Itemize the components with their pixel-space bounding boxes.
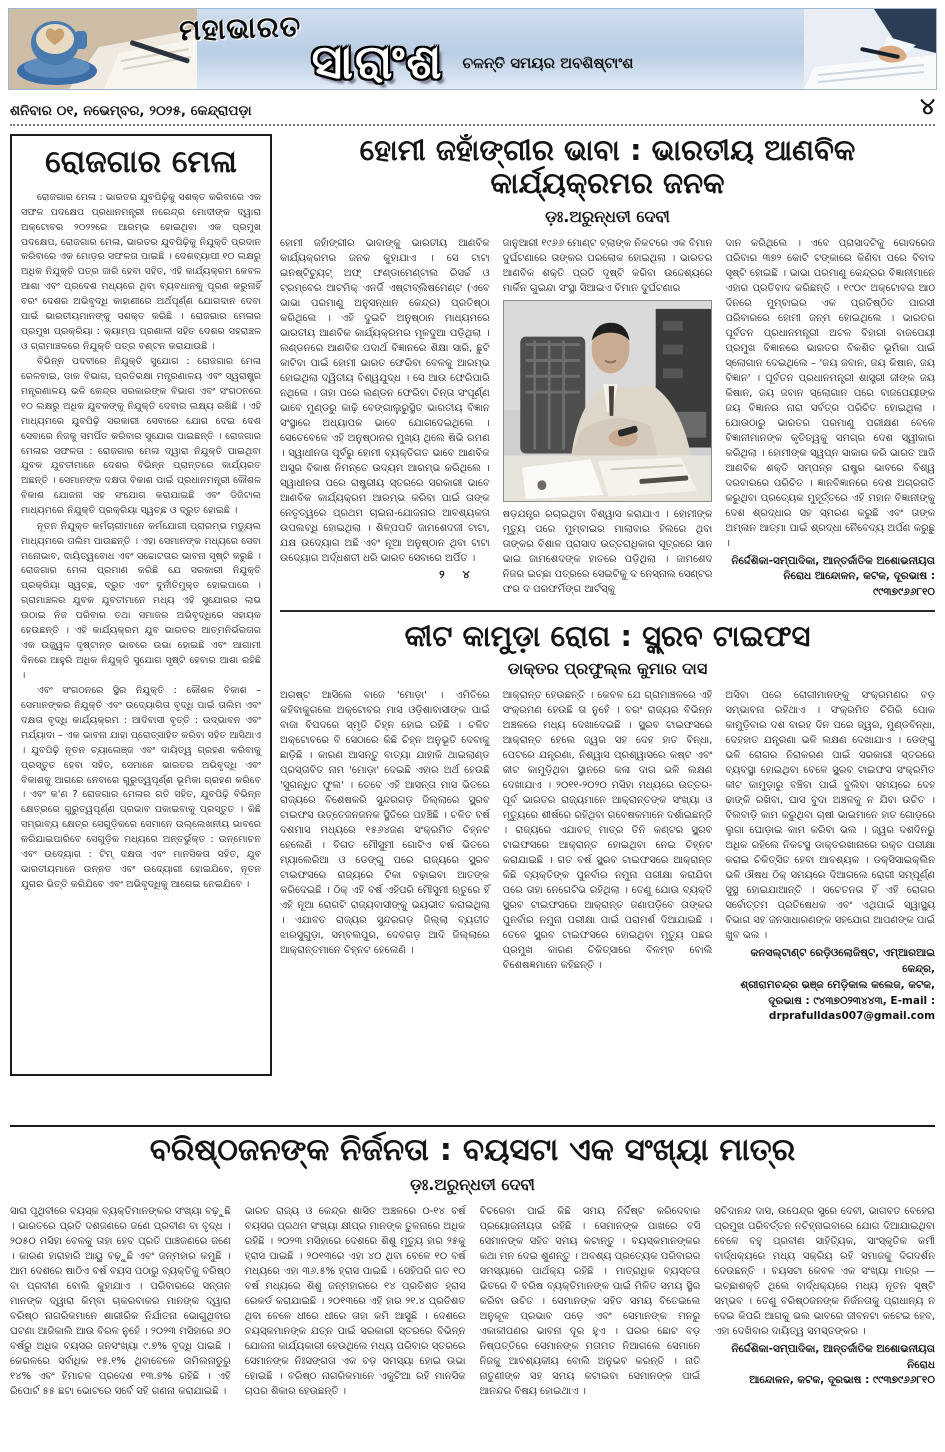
article-scrub-col2: ଆକ୍ରାନ୍ତ ହେଉଛନ୍ତି । କେବଳ ଯେ ଗ୍ରାମାଞ୍ଚଳରେ ଏହି ସଂକ୍ରମଣ ହେଉଛି ତା ନୁହେଁ । ବରଂ ରାଜ୍ୟର ବିଭିନ୍ନ ଅଞ୍ଚଳରେ ମଧ୍ୟ ଦେଖାଦେଇଛି । ସ୍କ୍ରବ ଟାଇଫସରେ ଆକ୍ରାନ୍ତ ହେଲେ ଜ୍ୱର ସହ ଦେହ ହାତ ବିନ୍ଧା, ପେଟରେ ଯନ୍ତ୍ରଣା, ନିଶ୍ୱାସ ପ୍ରଶ୍ୱାସରେ କଷ୍ଟ ଏବଂ କୀଟ କାମୁଡ଼ିଥିବା ସ୍ଥାନରେ କଳା ଦାଗ ଭଳି ଲକ୍ଷଣ ଦେଖାଯାଏ । ୨୦୧୧-୨୦୨୦ ମସିହା ମଧ୍ୟରେ ଉତ୍ତର-ପୂର୍ବ ଭାରତର ରାଜ୍ୟମାନେ ଆକ୍ରାନ୍ତଙ୍କ ସଂଖ୍ୟା ଓ ମୃତ୍ୟୁରେ ଶୀର୍ଷରେ ରହିଥିବା ଗବେଷକମାନେ ଦର୍ଶାଇଛନ୍ତି । ରାଜ୍ୟରେ ଏଯାବତ୍ ମାତ୍ର ତିନି କଣ୍ଟର ସ୍କ୍ରବ ଟାଇଫସରେ ଆକ୍ରାନ୍ତ ହୋଇଥିବା ନେଇ ଚିହ୍ନଟ କରାଯାଇଛି । ଗତ ବର୍ଷ ସ୍କ୍ରବ ଟାଇଫସରେ ଆକ୍ରାନ୍ତ କିଛି ବ୍ୟକ୍ତିଙ୍କ ପୁନର୍ବାର ନମୁନା ପରୀକ୍ଷା କରାଯିବା ପରେ ତାହା ନେଗେଟିଭ ରହିଥିଲା । ତେଣୁ ଯୋଉ ବ୍ୟକ୍ତି ସ୍କ୍ରବ ଟାଇଫସରେ ଆକ୍ରାନ୍ତ ଜଣାପଡ଼ିବେ ତାଙ୍କର ପୁନର୍ବାର ନମୁନା ପରୀକ୍ଷା ପାଇଁ ପରାମର୍ଶ ଦିଆଯାଇଛି । ତେବେ ସ୍କ୍ରବ ଟାଇଫସରେ ହୋଇଥିବା ମୃତ୍ୟୁ ପଛର ପ୍ରମୁଖ କାରଣ ଚିକିତ୍ସାରେ ବିଳମ୍ବ ବୋଲି ବିଶେଷଜ୍ଞମାନେ କହିଛନ୍ତି । xyxy=(502,690,713,972)
article-bhabha-col1: ହୋମୀ ଜହାଁଙ୍ଗୀର ଭାବାଙ୍କୁ ଭାରତୀୟ ଆଣବିକ କାର୍ଯ୍ୟକ୍ରମର ଜନକ କୁହାଯାଏ । ସେ ଟାଟା ଇନଷ୍ଟିଚ୍ୟୁଟ୍ ଅଫ୍ ଫଣ୍ଡାମେଣ୍ଟାଲ ରିସର୍ଚ୍ଚ ଓ ଟ୍ରମ୍ବେର ଆଟମିକ୍ ଏନର୍ଜି ଏଷ୍ଟାବ୍ଲିଷମେଣ୍ଟ (ଏବେ ଭାଭା ପରମାଣୁ ଅନୁସନ୍ଧାନ କେନ୍ଦ୍ର) ପ୍ରତିଷ୍ଠା କରିଥିଲେ । ଏହି ଦୁଇଟି ଅନୁଷ୍ଠାନ ମାଧ୍ୟମରେ ଭାରତୀୟ ଆଣବିକ କାର୍ଯ୍ୟକ୍ରମର ମୂଳଦୁଆ ପଡ଼ିଥିଲା । ଲଣ୍ଡନରେ ଆଣବିକ ପଦାର୍ଥ ବିଜ୍ଞାନରେ ଶିକ୍ଷା ସାରି, ଛୁଟି କାଟିବା ପାଇଁ ହୋମୀ ଭାରତ ଫେରିବା ବେଳକୁ ଆରମ୍ଭ ହୋଇଥିଲା ଦ୍ୱିତୀୟ ବିଶ୍ୱଯୁଦ୍ଧ । ସେ ଆଉ ଫେରିପାରି ନଥିଲେ । ତାହା ପରେ ଲଣ୍ଡନ ଫେରିବା ଚିନ୍ତା ସଂପୂର୍ଣ୍ଣ ଭାବେ ମୁଣ୍ଡରୁ କାଢ଼ି ବେଙ୍ଗାଲୁରୁସ୍ଥିତ ଭାରତୀୟ ବିଜ୍ଞାନ ସଂସ୍ଥାରେ ଅଧ୍ୟାପକ ଭାବେ ଯୋଗଦେଇଥିଲେ । ସେତେବେଳେ ଏହି ଅନୁଷ୍ଠାନର ମୁଖ୍ୟ ଥିଲେ ଷିଭି ରମଣ । ସ୍ୱାଧୀନତା ପୂର୍ବରୁ ହୋମୀ ବ୍ୟକ୍ତିଗତ ଭାବେ ଆଣବିକ ଅସ୍ତ୍ର ବିକାଶ ନିମନ୍ତେ ଉଦ୍ୟମ ଆରମ୍ଭ କରିଥିଲେ । ସ୍ୱାଧୀନତା ପରେ ରାଷ୍ଟ୍ରୀୟ ସ୍ତରରେ ସରକାରୀ ଭାବେ ଆଣବିକ କାର୍ଯ୍ୟକ୍ରମ ଆରମ୍ଭ କରିବା ପାଇଁ ତାଙ୍କ ନେତୃତ୍ୱରେ ପ୍ରଥମ ଚାଇନା-ଯୋଜନାର ଆବଶ୍ୟକତା ଉପଲବ୍ଧି ହୋଇଥିଲା । ଶିଳ୍ପପତି ଜାମଶେଦଜୀ ଟାଟା, ଯକ୍ଷ ଉଦ୍ୟୋଗ ଅଛି ଏବଂ ନୂଆ ଅନୁଷ୍ଠାନ ଥିବା ଟାଟା ଉଦ୍ୟୋଗ ଅର୍ଦ୍ଧଶତୀ ଧରି ଭାରତ ସେବାରେ ଅର୍ପିତ । ୨ ୪ xyxy=(280,237,490,581)
article-seniors-headline: ବରିଷ୍ଠଜନଙ୍କ ନିର୍ଜନତା : ବୟସଟା ଏକ ସଂଖ୍ୟା ମାତ୍ର xyxy=(149,1132,796,1169)
article-bhabha-byline: ଡ଼ଃ.ଅରୁନ୍ଧତୀ ଦେବୀ xyxy=(545,206,670,226)
section-title: ସାରାଂଶ xyxy=(311,35,444,90)
article-scrub-body xyxy=(280,688,935,1116)
article-rojgar-mela xyxy=(10,134,272,1076)
writing-hand-photo xyxy=(804,9,936,89)
article-bhabha-col2: ଜାନୁଆରୀ ୧୯୬୬ ମୋଣ୍ଟ ବ୍ଲାଙ୍କ ନିକଟରେ ଏକ ବିମାନ ଦୁର୍ଘଟଣାରେ ତାଙ୍କର ପରଲୋକ ହୋଇଥିଲା । ଭାରତର ଆଣବିକ ଶକ୍ତି ପ୍ରତି ଦୃଷ୍ଟି କରିବା ଉଦ୍ଦେଶ୍ୟରେ ମାର୍କିନ ଗୁଇନ୍ଦା ସଂସ୍ଥା ସିଆଇଏ ବିମାନ ଦୁର୍ଘଟଣାର ଷଡ଼ଯନ୍ତ୍ର ରଚାଇଥିବା ବିଶ୍ୱାସ କରାଯାଏ । ହୋମୀଙ୍କ ମୃତ୍ୟୁ ପରେ ମୁମ୍ବାଇର ମାଲାବାର ହିଲରେ ଥିବା ତାଙ୍କର ବିଶାଳ ପ୍ରାସାଦ ଉତ୍ତରାଧିକାର ସୂତ୍ରରେ ସାନ ଭାଇ ଜାମଶେଦଙ୍କ ହାତରେ ପଡ଼ିଥିଲା । ଜାମଶେଦ ନିଜର ଇଚ୍ଛା ପତ୍ରରେ ସେଇଟିକୁ ଦ ନେସ୍ନାଲ ସେଣ୍ଟର ଫର ଦ ପରଫର୍ମିଙ୍ଗ ଆର୍ଟସ୍କୁ xyxy=(502,237,713,595)
article-seniors-contact: ନିର୍ଦ୍ଦେଶିକା-ସମ୍ପାଦିକା, ଆନ୍ତର୍ଜାତିକ ଅଶୋଭନୀୟତା ନିରୋଧ ଆନ୍ଦୋଳନ, କଟକ, ଦୂରଭାଷ : ୯୯୩୭୯୬୬୮୧୦ xyxy=(731,1342,935,1387)
section-title-wrap xyxy=(9,35,936,90)
article-bhabha-col3: ଦାନ କରିଥିଲେ । ଏବେ ପ୍ରାସାଦଟିକୁ ଗୋଦରେଜ ପରିବାର ୩୭୨ କୋଟି ଟଙ୍କାରେ କିଣିବା ପରେ ବିବାଦ ସୃଷ୍ଟି ହୋଇଛି । ଭାଭା ପରମାଣୁ କେନ୍ଦ୍ରର ବିଜ୍ଞାନୀମାନେ ଏହାର ପ୍ରତିବାଦ କରିଛନ୍ତି । ୧୯୦୯ ଅକ୍ଟୋବର ଆଠ ଦିନରେ ମୁମ୍ବାଇର ଏକ ପ୍ରତିଷ୍ଠିତ ପାରସୀ ପରିବାରରେ ହୋମୀ ଜନ୍ମ ହୋଇଥିଲେ । ଭାରତର ପୂର୍ବତନ ପ୍ରଧାନମନ୍ତ୍ରୀ ଅଟଳ ବିହାରୀ ବାଜପେୟୀ ପ୍ରମୁଖ ବିଜ୍ଞାନରେ ଭାରତର ବିକଶିତ ଭୂମିକା ପାଇଁ ସ୍ଲୋଗାନ ଦେଇଥିଲେ – 'ଜୟ ଜବାନ, ଜୟ କିଷାନ, ଜୟ ବିଜ୍ଞାନ' । ପୂର୍ବତନ ପ୍ରଧାନମନ୍ତ୍ରୀ ଶାସ୍ତ୍ରୀ ଜୀଙ୍କ ଜୟ କିଷାନ, ଜୟ ଜବାନ ସ୍ଲୋଗାନ ପରେ ବାଜପେୟୀଙ୍କ ଜୟ ବିଜ୍ଞାନର ନାରା ସର୍ବତ୍ର ପରିଚିତ ହୋଇଥିଲା । ଯୋଉଠାରୁ ଭାରତର ପରମାଣୁ ପରୀକ୍ଷଣ ବେଳେ ବିଜ୍ଞାନୀମାନଙ୍କ କୃତିତ୍ୱକୁ ସମଗ୍ର ଦେଶ ସ୍ୱୀକାର କରିଥିଲା । ହୋମୀଙ୍କ ସ୍ୱପ୍ନ ସାକାର କରି ଭାରତ ଆଜି ଆଣବିକ ଶକ୍ତି ସମ୍ପନ୍ନ ରାଷ୍ଟ୍ର ଭାବରେ ବିଶ୍ୱ ଦରବାରରେ ପରିଚିତ । ଜ୍ଞାନବିଜ୍ଞାନରେ ଦେଶ ଅଗ୍ରଗତି କରୁଥିବା ପ୍ରତ୍ୟେକ ମୁହୂର୍ତ୍ତରେ ଏହି ମହାନ ବିଜ୍ଞାନୀଙ୍କୁ ଦେଶ ଶ୍ରଦ୍ଧାର ସହ ସ୍ମରଣ କରୁଛି ଏବଂ ତାଙ୍କ ଅମ୍ଳାନ ଆତ୍ମା ପାଇଁ ଶ୍ରଦ୍ଧା ନୈବେଦ୍ୟ ଅର୍ପଣ କରୁଛୁ । ନିର୍ଦ୍ଦେଶିକା-ସମ୍ପାଦିକା, ଆନ୍ତର୍ଜାତିକ ଅଶୋଭନୀୟତା ନିରୋଧ ଆନ୍ଦୋଳନ, କଟକ, ଦୂରଭାଷ : ୯୯୩୭୯୬୬୮୧୦ xyxy=(725,236,935,601)
dateline-row xyxy=(10,96,935,126)
box-article-body: ରୋଜଗାର ମେଳା : ଭାରତର ଯୁବପିଢ଼ିକୁ ସଶକ୍ତ କରିବାରେ ଏକ ସଫଳ ପଦକ୍ଷେପ ପ୍ରଧାନମନ୍ତ୍ରୀ ନରେନ୍ଦ୍ର ମୋଦୀଙ୍କ ଦ୍ୱାରା ଅକ୍ଟୋବର ୨୦୨୨ରେ ଆରମ୍ଭ ହୋଇଥିବା ଏକ ପ୍ରମୁଖ ପଦକ୍ଷେପ, ରୋଜଗାର ମେଳା, ଭାରତର ଯୁବପିଢ଼ିକୁ ନିଯୁକ୍ତି ପ୍ରଦାନ କରିବାରେ ଏକ ମୋଡ଼ର ସଫଳତା ପାଇଛି । ଦେଶବ୍ୟାପୀ ୧୦ ଲକ୍ଷରୁ ଅଧିକ ନିଯୁକ୍ତି ପତ୍ର ଜାରି ହେବା ସହିତ, ଏହି କାର୍ଯ୍ୟକ୍ରମ କେବଳ ଆଶା ଏବଂ ପ୍ରଦେଶ ମଧ୍ୟରେ ଥିବା ବ୍ୟବଧାନକୁ ପୂରଣ କରୁନାହିଁ ବରଂ ଦେଶର ଅଭିବୃଦ୍ଧି କାହାଣୀରେ ଅର୍ଥପୂର୍ଣ୍ଣ ଯୋଗଦାନ ଦେବା ପାଇଁ ଭାରତୀୟମାନଙ୍କୁ ସଶକ୍ତ କରିଛି । ରୋଜଗାର ମେଳାର ପ୍ରମୁଖ ପ୍ରକ୍ରିୟା : କ୍ୟାମ୍ପ ପ୍ରଣାଳୀ ସହିତ ଦେଶର ସହରାଞ୍ଚଳ ଓ ଗ୍ରାମାଞ୍ଚଳରେ ନିଯୁକ୍ତି ପତ୍ର ବଣ୍ଟନ କରାଯାଉଛି । ବିଭିନ୍ନ ପଦବୀରେ ନିଯୁକ୍ତି ସୁଯୋଗ : ରୋଜଗାର ମେଳା ରେଳବାଇ, ଡାକ ବିଭାଗ, ପ୍ରତିରକ୍ଷା ମନ୍ତ୍ରଣାଳୟ ଏବଂ ସ୍ୱରାଷ୍ଟ୍ର ମନ୍ତ୍ରଣାଳୟ ଭଳି କେନ୍ଦ୍ର ସରକାରଙ୍କ ବିଭାଗ ଏବଂ ସଂଗଠନରେ ୧୦ ଲକ୍ଷରୁ ଅଧିକ ଯୁବକଙ୍କୁ ନିଯୁକ୍ତି ଦେବାର ଲକ୍ଷ୍ୟ ରଖିଛି । ଏହି ମାଧ୍ୟମରେ ଯୁବପିଢ଼ି ସରକାରୀ ସେବାରେ ଯୋଗ ଦେଇ ଦେଶ ସେବାରେ ନିଜକୁ ସମର୍ପିତ କରିବାର ସୁଯୋଗ ପାଇଛନ୍ତି । ରୋଜଗାର ମେଳାର ସଫଳତା : ରୋଜଗାର ମେଳା ଦ୍ୱାରା ନିଯୁକ୍ତି ପାଇଥିବା ଯୁବକ ଯୁବତୀମାନେ ଦେଶର ବିଭିନ୍ନ ପ୍ରାନ୍ତରେ କାର୍ଯ୍ୟରତ ଅଛନ୍ତି । ସେମାନଙ୍କ ଦକ୍ଷତା ବିକାଶ ପାଇଁ ପ୍ରଧାନମନ୍ତ୍ରୀ କୌଶଳ ବିକାଶ ଯୋଜନା ସହ ସଂଯୋଗ କରାଯାଇଛି ଏବଂ ଡିଜିଟାଲ ମାଧ୍ୟମରେ ନିଯୁକ୍ତି ପ୍ରକ୍ରିୟା ସ୍ୱଚ୍ଛ ଓ ଦ୍ରୁତ ହୋଇଛି । ନୂତନ ନିଯୁକ୍ତ କର୍ମଚାରୀମାନେ କର୍ମଯୋଗୀ ପ୍ରାରମ୍ଭ ମଡ୍ୟୁଲ ମାଧ୍ୟମରେ ତାଲିମ ପାଉଛନ୍ତି । ଏହା ସେମାନଙ୍କ ମଧ୍ୟରେ ସେବା ମନୋଭାବ, ଦାୟିତ୍ୱବୋଧ ଏବଂ ସଚ୍ଚୋଟତାର ଭାବନା ସୃଷ୍ଟି କରୁଛି । ରୋଜଗାର ମେଳା ପ୍ରମାଣ କରିଛି ଯେ ସରକାରୀ ନିଯୁକ୍ତି ପ୍ରକ୍ରିୟା ସ୍ୱଚ୍ଛ, ଦ୍ରୁତ ଏବଂ ଦୁର୍ନୀତିମୁକ୍ତ ହୋଇପାରେ । ଗ୍ରାମାଞ୍ଚଳର ଯୁବକ ଯୁବତୀମାନେ ମଧ୍ୟ ଏହି ସୁଯୋଗର ଲାଭ ଉଠାଇ ନିଜ ପରିବାର ତଥା ସମାଜର ଅଭିବୃଦ୍ଧିରେ ସହାୟକ ହେଉଛନ୍ତି । ଏହି କାର୍ଯ୍ୟକ୍ରମ ଯୁବ ଭାରତର ଆତ୍ମନିର୍ଭରତାର ଏକ ଉଜ୍ଜ୍ୱଳ ଦୃଷ୍ଟାନ୍ତ ଭାବରେ ଉଭା ହୋଇଛି ଏବଂ ଆଗାମୀ ଦିନରେ ଆହୁରି ଅଧିକ ନିଯୁକ୍ତି ସୁଯୋଗ ସୃଷ୍ଟି ହେବାର ଆଶା ରହିଛି । ଏବଂ ସଂଗଠନରେ ସ୍ଥିର ନିଯୁକ୍ତି : କୌଶଳ ବିକାଶ – ସେମାନଙ୍କର ନିଯୁକ୍ତି ଏବଂ ଉଦ୍ୟୋଗିତା ବୃଦ୍ଧି ପାଇଁ ତାଲିମ ଏବଂ ଦକ୍ଷତା ବୃଦ୍ଧି କାର୍ଯ୍ୟକ୍ରମ : ଆଦିବାସୀ ବୃତ୍ତି : ଉଦ୍ଭାବନ ଏବଂ ମର୍ଯ୍ୟାଦା – ଏକ ଭାବନା ଯାହା ପ୍ରୋତ୍ସାହିତ କରିବା ସହିତ ଆସିଥାଏ । ଯୁବପିଢ଼ି ନୂତନ ଚ୍ୟାଲେଞ୍ଜ ଏବଂ ଦାୟିତ୍ୱ ଗ୍ରହଣ କରିବାକୁ ପ୍ରସ୍ତୁତ ହେବା ସହିତ, ସେମାନେ ଭାରତର ଅଭିବୃଦ୍ଧି ଏବଂ ବିକାଶକୁ ଆଗରେ ନେବାରେ ଗୁରୁତ୍ୱପୂର୍ଣ୍ଣ ଭୂମିକା ଗ୍ରହଣ କରିବେ । ଏବଂ କ'ଣ ? ରୋଜଗାର ମେଳାର ଗତି ସହିତ, ଯୁବପିଢ଼ି ବିଭିନ୍ନ କ୍ଷେତ୍ରରେ ଗୁରୁତ୍ୱପୂର୍ଣ୍ଣ ପ୍ରଭାବ ପକାଇବାକୁ ପ୍ରସ୍ତୁତ । କିଛି ସମ୍ଭାବ୍ୟ କ୍ଷେତ୍ର ସେଗୁଡ଼ିକରେ ସେମାନେ ଉଲ୍ଲେଖନୀୟ ଭାବରେ କରିଯାଇପାରିବେ ସେଗୁଡ଼ିକ ମଧ୍ୟରେ ଅନ୍ତର୍ଭୁକ୍ତ : ଉନ୍ମୋଚନ ଏବଂ ଉଦ୍ୟୋଗ : ଟିମ୍ ଦକ୍ଷତା ଏବଂ ମାନସିକତା ସହିତ, ଯୁବ ଭାରତୀୟମାନେ ଉନ୍ନତ ଏବଂ ଉଦ୍ୟୋଗୀ ହୋଇଯିବେ, ନୂତନ ଯୁଗର ଭିତ୍ତି କରିଯିବେ ଏବଂ ଅଭିବୃଦ୍ଧିକୁ ଆଗେଇ ନେଇଯିବେ । xyxy=(21,192,261,890)
article-divider xyxy=(280,610,935,612)
article-bhabha xyxy=(280,134,935,601)
article-scrub-byline: ଡାକ୍ତର ପ୍ରଫୁଲ୍ଲ କୁମାର ଦାସ xyxy=(507,659,708,679)
page-number: ୪ xyxy=(920,94,935,120)
article-bhabha-contact: ନିର୍ଦ୍ଦେଶିକା-ସମ୍ପାଦିକା, ଆନ୍ତର୍ଜାତିକ ଅଶୋଭନୀୟତା ନିରୋଧ ଆନ୍ଦୋଳନ, କଟକ, ଦୂରଭାଷ : ୯୯୩୭୯୬୬୮୧୦ xyxy=(731,554,935,599)
article-seniors xyxy=(10,1133,935,1399)
section-divider xyxy=(10,1125,935,1127)
article-bhabha-body xyxy=(280,236,935,601)
article-scrub-headline: କୀଟ କାମୁଡ଼ା ରୋଗ : ସ୍କ୍ରବ ଟାଇଫସ xyxy=(404,618,811,653)
dateline: ଶନିବାର ୦୧, ନଭେମ୍ବର, ୨୦୨୫, କେନ୍ଦ୍ରାପଡ଼ା xyxy=(10,103,252,119)
article-seniors-col2: ଭାରତ ରାଜ୍ୟ ଓ କେନ୍ଦ୍ର ଶାସିତ ଅଞ୍ଚଳରେ ୦-୧୪ ବର୍ଷ ବୟସର ପ୍ରଥମ ସଂଖ୍ୟା କ୍ଷୀପ୍ର ମାନଙ୍କ ତୁଳନାରେ ଅଧିକ ରହିଛି । ୨୦୨୩ ମସିହାରେ ଦେଶରେ ଶିଶୁ ମୃତ୍ୟୁ ହାର ୨୫କୁ ହ୍ରାସ ପାଇଛି । ୨୦୧୩ରେ ଏହା ୪୦ ଥିବା ବେଳେ ୧୦ ବର୍ଷ ମଧ୍ୟରେ ଏହା ୩୬.୫% ହ୍ରାସ ପାଇଛି । ସେହିପରି ଗତ ୧୦ ବର୍ଷ ମଧ୍ୟରେ ଶିଶୁ ଜନ୍ମହାରରେ ୧୪ ପ୍ରତିଶତ ହ୍ରାସ ରେକର୍ଡ କରାଯାଇଛି । ୨୦୧୩ରେ ଏହି ହାର ୨୧.୪ ପ୍ରତିଶତ ଥିବା ବେଳେ ଧୀରେ ଧୀରେ ତାହା କମି ଆସୁଛି । ଦେଶରେ ବୟସ୍କମାନଙ୍କ ଯତ୍ନ ପାଇଁ ସରକାରୀ ସ୍ତରରେ ବିଭିନ୍ନ ଯୋଜନା କାର୍ଯ୍ୟକାରୀ ହେଉଥିଲେ ମଧ୍ୟ ପରିବାର ସ୍ତରରେ ସେମାନଙ୍କ ନିଃସଙ୍ଗତା ଏକ ବଡ଼ ସମସ୍ୟା ହୋଇ ଉଭା ହୋଇଛି । ବରିଷ୍ଠ ନାଗରିକମାନେ ଏକୁଟିଆ ରହି ମାନସିକ ଚାପର ଶିକାର ହେଉଛନ୍ତି । xyxy=(244,1205,466,1397)
box-article-headline: ରୋଜଗାର ମେଳା xyxy=(45,144,237,180)
continuation-marks: ୨ ୪ xyxy=(439,567,470,581)
article-scrub-col1: ଅଗଷ୍ଟ ଆସିଲେ ବାଜେ 'ମୋଡ଼ା' । ଏମିତିରେ କହିବାକୁଗଲେ ଅକ୍ଟୋବର ମାସ ଓଡ଼ିଶାବାସୀଙ୍କ ପାଇଁ ବାଜା ବିପଦରେ ସ୍ମୃତି ଚିହ୍ନ ହୋଇ ରହିଛି । ଚଳିତ ଅକ୍ଟୋବରେ ବି ସେଠାରେ କିଛି ଚିହ୍ନ ଅନୁଭୂତି ଦେବାକୁ ଛାଡ଼ିଛି । କାରଣ ଆସନ୍ତୁ ବାତ୍ୟା ଯାହାକି ଥାଇଲାଣ୍ଡ ପ୍ରସ୍ତାବିତ ନାମ 'ମୋଡ଼ା' ଦେଇଛି ଏହାର ଅର୍ଥ ହେଉଛି 'ସୁଗନ୍ଧିତ ଫୁଲ' । ତେବେ ଏହି ଆସନ୍ତା ମାସ ଭିତରେ ରାଜ୍ୟରେ ବିଶେଷକରି ସୁନ୍ଦରଗଡ଼ ଜିଲ୍ଲାରେ ସ୍କ୍ରବ ଟାଇଫସ ଉତ୍ତେଜନଜନକ ସ୍ଥିତିରେ ପହଞ୍ଚିଛି । ଚଳିତ ବର୍ଷ ଦଶମାସ ମଧ୍ୟରେ ୧୫୬୪ଜଣ ସଂକ୍ରମିତ ଚିହ୍ନଟ ହେଲେଣି । ବିଗତ ମୌସୁମୀ ଗୋଟିଏ ବର୍ଷ ଭିତରେ ମ୍ୟାଲେରିଆ ଓ ଡେଙ୍ଗୁ ପରେ ରାଜ୍ୟରେ ସ୍କ୍ରବ ଟାଇଫସରେ ରାଜ୍ୟରେ ଟିକା ବଢ଼ାଇବା ଆତଙ୍କ କରିଦେଇଛି । ଠିକ୍ ଏହି ବର୍ଷ ଏହିପରି ମୌସୁମୀ ଋତୁରେ ହିଁ ଏହି ନୂଆ ରୋଗଟି ରାଜ୍ୟବାସୀଙ୍କୁ ଭୟଭୀତ କରାଇଥିଲା । ଏଯାବତ ରାଜ୍ୟର ସୁନ୍ଦରଗଡ଼ ଜିଲ୍ଲା ବ୍ୟତୀତ ଝାରସୁଗୁଡ଼ା, ସମ୍ବଲପୁର, ଦେବଗଡ଼ ଆଦି ଜିଲ୍ଲାରେ ଆକ୍ରାନ୍ତମାନେ ଚିହ୍ନଟ ହେଲେଣି । xyxy=(280,690,490,957)
article-seniors-col3: ବିଚରେବା ପାଇଁ କିଛି ସମୟ ନିର୍ଦ୍ଦିଷ୍ଟ କରିଦେବାର ପ୍ରୟୋଜନୀୟତା ରହିଛି । ସେମାନଙ୍କ ପାଖରେ ବସି ସେମାନଙ୍କ ସହିତ ସମୟ କଟାନ୍ତୁ । ବୟସ୍କମାନଙ୍କର କଥା ମନ ଦେଇ ଶୁଣନ୍ତୁ । ଅବଶ୍ୟ ପ୍ରତ୍ୟେକ ପରିବାରର ସମସ୍ୟାରେ ପାର୍ଥକ୍ୟ ରହିଛି । ମାତ୍ରାଧିକ ବ୍ୟସ୍ତତା ଭିତରେ ବି ବରିଷ ବ୍ୟକ୍ତିମାନଙ୍କ ପାଇଁ ମିଳିତ ସମୟ ସ୍ଥିର କରିବା ଉଚିତ । ସେମାନଙ୍କ ସହିତ ସମୟ ବିତେଇଲେ ଅନୁକୂଳ ପ୍ରଭାବ ପଡ଼େ ଏବଂ ସେମାନଙ୍କ ମନରୁ ଏକାକୀପଣର ଭାବନା ଦୂର ହୁଏ । ଘରର ଛୋଟ ବଡ଼ ନିଷ୍ପତ୍ତିରେ ସେମାନଙ୍କ ମତାମତ ନିଆଗଲେ ସେମାନେ ନିଜକୁ ଆବଶ୍ୟକୀୟ ବୋଲି ଅନୁଭବ କରନ୍ତି । ନାତି ନାତୁଣୀଙ୍କ ସହ ସମୟ କଟାଇବା ସେମାନଙ୍କ ପାଇଁ ଆନନ୍ଦର ବିଷୟ ହୋଇଥାଏ । xyxy=(479,1205,701,1397)
article-scrub-typhus xyxy=(280,620,935,1116)
article-seniors-byline: ଡ଼ଃ.ଅରୁନ୍ଧତୀ ଦେବୀ xyxy=(410,1174,535,1194)
masthead xyxy=(8,8,937,90)
article-seniors-col1: ସାରା ପୃଥିବୀରେ ବୟସ୍କ ବ୍ୟକ୍ତିମାନଙ୍କର ସଂଖ୍ୟା ବଢ଼ୁଛି । ଭାରତରେ ପ୍ରତି ଦଶଜଣରେ ଜଣେ ପ୍ରବୀଣ ବା ବୃଦ୍ଧ । ୨୦୫୦ ମସିହା ବେଳକୁ ତାହା ହେବ ପ୍ରତି ପାଞ୍ଚଜଣରେ ଜଣେ । କାରଣ ହାରାହାରି ଆୟୁ ବଢ଼ୁଛି ଏବଂ ଜନ୍ମହାର କମୁଛି । ଆମ ଦେଶରେ ଷାଠିଏ ବର୍ଷ ବୟସ ପଠାରୁ ବ୍ୟକ୍ତିକୁ ବରିଷ୍ଠ ବା ପ୍ରବୀଣ ବୋଲି କୁହାଯାଏ । ପରିବାରରେ ସନ୍ତାନ ମାନଙ୍କ ଦ୍ୱାରା କିମ୍ବା ଚାକରବାକର ମାନଙ୍କ ଦ୍ୱାରା ବରିଷ୍ଠ ନାଗରିକମାନେ ଶାରୀରିକ ନିର୍ଯାତନା ଭୋଗୁଥିବାର ଘଟଣା ଆଜିକାଲି ଆଉ ବିରଳ ନୁହେଁ । ୨୦୨୩ ମସିହାରେ ୬୦ ବର୍ଷରୁ ଅଧିକ ବୟସର ଜନସଂଖ୍ୟା ୯.୭% ବୃଦ୍ଧି ପାଇଛି । କେରଳରେ ସର୍ବାଧିକ ୧୫.୧% ଥିବାବେଳେ ତାମିଲନାଡୁରୁ ୧୪% ଏବଂ ହିମାଚଳ ପ୍ରଦେଶ ୧୩.୭% ରହିଛି । ଏହି ରିପୋର୍ଟ ୫୫ ଛଟା ଭୋଟରେ ସର୍ବେ ସହି ଗଣନା କରାଯାଇଛି । xyxy=(10,1205,231,1397)
article-seniors-col4: ସଚିଦାନନ୍ଦ ଦାସ, ଉପେନ୍ଦ୍ର ସ୍ତ୍ରେ ଦେବୀ, ଭାଗବତ ବେହେରା ପ୍ରମୁଖ ପରିବର୍ତ୍ତନ ନଚିହ୍ନାଇବାରେ ଯୋଗ ଦିଆଯାଇଥିବା ବେଳେ ବହୁ ପ୍ରବୀଣ ସାହିତ୍ୟିକ, ସାଂସ୍କୃତିକ କର୍ମୀ ବାର୍ଦ୍ଧକ୍ୟରେ ମଧ୍ୟ ସକ୍ରିୟ ରହି ସମାଜକୁ ଦିଗଦର୍ଶନ ଦେଉଛନ୍ତି । ବୟସଟା କେବଳ ଏକ ସଂଖ୍ୟା ମାତ୍ର — ଇଚ୍ଛାଶକ୍ତି ଥିଲେ ବାର୍ଦ୍ଧକ୍ୟରେ ମଧ୍ୟ ନୂତନ ସୃଷ୍ଟି ସମ୍ଭବ । ତେଣୁ ବରିଷ୍ଠଜନଙ୍କ ନିର୍ଜନତାକୁ ପ୍ରାଧାନ୍ୟ ନ ଦେଇ କିପରି ଆଗକୁ ଭଲ ଭାବରେ ଜୀବନଟା କଟେଇ ହେବ, ଏହା ଦେଖିବାର ଦାୟିତ୍ୱ ସମସ୍ତଙ୍କର । ନିର୍ଦ୍ଦେଶିକା-ସମ୍ପାଦିକା, ଆନ୍ତର୍ଜାତିକ ଅଶୋଭନୀୟତା ନିରୋଧ ଆନ୍ଦୋଳନ, କଟକ, ଦୂରଭାଷ : ୯୯୩୭୯୬୬୮୧୦ xyxy=(714,1204,935,1399)
section-subtitle: ଚଳନ୍ତି ସମୟର ଅବଶିଷ୍ଟାଂଶ xyxy=(462,54,634,72)
bhabha-portrait-photo xyxy=(503,300,713,502)
newspaper-logo: ମହାଭାରତ xyxy=(178,8,302,48)
right-column xyxy=(280,134,935,1116)
article-seniors-body xyxy=(10,1204,935,1399)
article-bhabha-headline: ହୋମୀ ଜହାଁଙ୍ଗୀର ଭାବା : ଭାରତୀୟ ଆଣବିକ କାର୍ଯ୍ୟକ୍ରମର ଜନକ xyxy=(359,134,856,201)
article-scrub-col3: ଅସିବା ପରେ ରୋଗୀମାନଙ୍କୁ ସଂକ୍ରମଣର ବଡ଼ ସମ୍ଭାବନା ରହିଥାଏ । ସଂକ୍ରମିତ ଚିଗିରି ପୋକ କାମୁଡ଼ିବାର ଦଶ ବାରହ ଦିନ ପରେ ଜ୍ୱର, ମୁଣ୍ଡବିନ୍ଧା, ଦେହହାତ ଯନ୍ତ୍ରଣା ଭଳି ଲକ୍ଷଣ ଦେଖାଯାଏ । ଡେଙ୍ଗୁ ଭଳି ରୋଗର ନିରାକରଣ ପାଇଁ ସରକାରୀ ସ୍ତରରେ ବ୍ୟବସ୍ଥା ହୋଇଥିବା ବେଳେ ସ୍କ୍ରବ ଟାଇଫସ ସଂକ୍ରମିତ କୀଟ କାମୁଡ଼ାରୁ ବଞ୍ଚିବା ପାଇଁ ବୁଲିବା ସମୟରେ ଦେହ ଢାଙ୍କି ରଖିବା, ଘାସ ବୁଦା ଅଞ୍ଚଳକୁ ନ ଯିବା ଉଚିତ । ବିଲବାଡ଼ି କାମ କରୁଥିବା ଚାଷୀ ଭାଇମାନେ ହାତ ଗୋଡ଼ରେ ଲୁଗା ଘୋଡ଼ାଇ କାମ କରିବା ଭଲ । ଜ୍ୱର ଦଶଦିନରୁ ଅଧିକ ରହିଲେ ନିକଟସ୍ଥ ଡାକ୍ତରଖାନାରେ ରକ୍ତ ପରୀକ୍ଷା କରାଇ ଚିକିତ୍ସିତ ହେବା ଆବଶ୍ୟକ । ଡକ୍ସିସାଇକ୍ଲିନ ଭଳି ଔଷଧ ଠିକ୍ ସମୟରେ ଦିଆଗଲେ ରୋଗୀ ସମ୍ପୂର୍ଣ୍ଣ ସୁସ୍ଥ ହୋଇଯାଆନ୍ତି । ସଚେତନତା ହିଁ ଏହି ରୋଗର ସର୍ବୋତ୍ତମ ପ୍ରତିଷେଧକ ଏବଂ ଏଥିପାଇଁ ସ୍ୱାସ୍ଥ୍ୟ ବିଭାଗ ସହ ଜନସାଧାରଣଙ୍କ ସହଯୋଗ ଆପଣଙ୍କ ପାଇଁ ଖୁବ ଭଲ । କନସଲ୍ଟାଣ୍ଟ ରେଡ଼ିଓଲୋଜିଷ୍ଟ, ଏମ୍ଆରଆଇ କେନ୍ଦ୍ର, ଶ୍ରୀରାମଚନ୍ଦ୍ର ଭଞ୍ଜ ମେଡ଼ିକାଲ କଲେଜ, କଟକ, ଦୂରଭାଷ : ୯୪୩୭୦୨୩୪୪୩, E-mail : drprafulldas007@gmail.com xyxy=(725,688,935,1116)
article-scrub-contact: କନସଲ୍ଟାଣ୍ଟ ରେଡ଼ିଓଲୋଜିଷ୍ଟ, ଏମ୍ଆରଆଇ କେନ୍ଦ୍ର, ଶ୍ରୀରାମଚନ୍ଦ୍ର ଭଞ୍ଜ ମେଡ଼ିକାଲ କଲେଜ, କଟକ, ଦୂରଭାଷ : ୯୪୩୭୦୨୩୪୪୩, E-mail : drprafulldas007@gmail.com xyxy=(740,947,935,1023)
